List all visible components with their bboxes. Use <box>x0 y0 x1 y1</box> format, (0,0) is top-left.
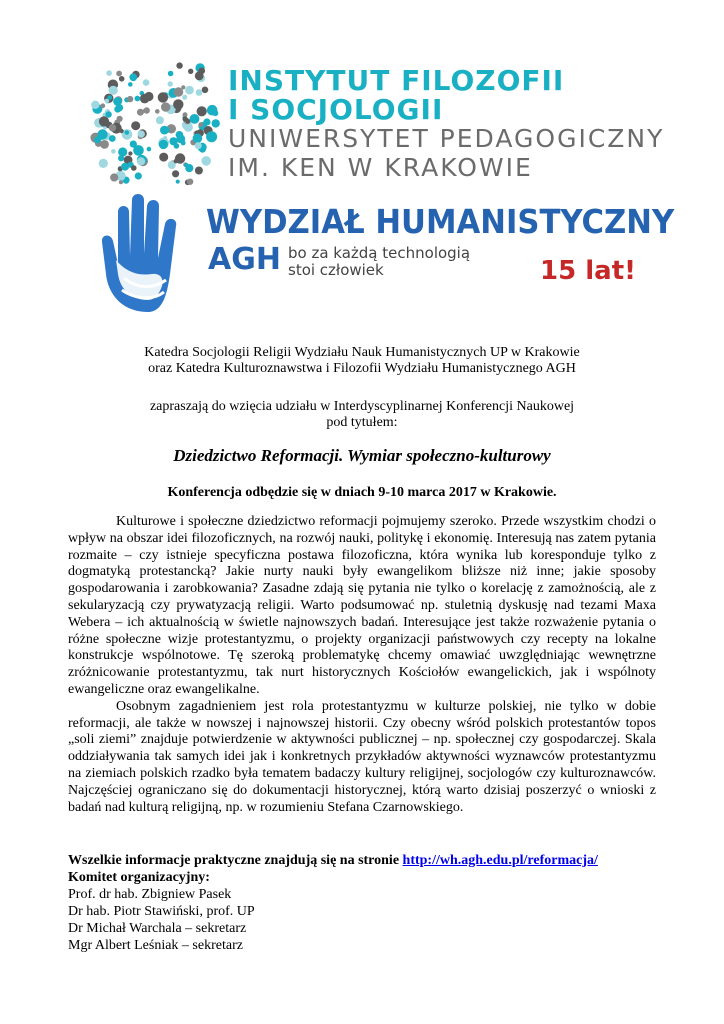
invitation <box>60 399 664 431</box>
committee-member: Prof. dr hab. Zbigniew Pasek <box>68 887 232 902</box>
brain-dot <box>184 163 188 167</box>
brain-dot <box>156 116 164 124</box>
anniversary-badge: 15 lat! <box>540 256 636 286</box>
intro-line2: oraz Katedra Kulturoznawstwa i Filozofii Wydziału Humanistycznego AGH <box>148 361 576 376</box>
brain-dot <box>201 156 211 166</box>
brain-dot <box>110 173 118 181</box>
brain-dot <box>137 157 145 165</box>
brain-dot <box>168 71 174 77</box>
agh-faculty-logo <box>96 190 675 320</box>
brain-dot <box>213 110 219 116</box>
up-logo-line3: UNIWERSYTET PEDAGOGICZNY <box>228 124 665 153</box>
brain-dot <box>135 96 141 102</box>
brain-dot <box>105 111 111 117</box>
brain-dot <box>118 155 124 161</box>
brain-dot <box>106 70 112 76</box>
brain-dot <box>111 149 116 154</box>
brain-dot <box>99 159 108 168</box>
paragraph-1: Kulturowe i społeczne dziedzictwo reformacji pojmujemy szeroko. Przede wszystkim chodzi o wpływ na obszar idei filozoficznych, na rozwój nauki, politykę i ekonomię. Interesują nas zatem pytania rozmaite – czy istnieje specyficzna postawa filozoficzna, która wynika lub koresponduje tylko z dogmatyką protestancką? Jakie nurty nauki były ewangelikom bliższe niż inne; jakie sposoby gospodarowania i zarobkowania? Zasadne zdają się pytania nie tylko o korelację z zamożnością, ale z sekularyzacją czy prywatyzacją religii. Warto podsumować np. stuletnią dyskusję nad tezami Maxa Webera – ich aktualnością w świetle najnowszych badań. Interesujące jest także rozważenie pytania o różne społeczne wizje protestantyzmu, o projekty organizacji państwowych czy recepty na lokalne konstrukcje wspólnotowe. Tę szeroką problematykę chcemy omawiać uwzględniając wewnętrzne zróżnicowanie protestantyzmu, tak nurt historycznych Kościołów ewangelickich, jak i wspólnoty ewangeliczne oraz ewangelikalne. <box>68 514 656 697</box>
brain-dot <box>163 136 167 140</box>
agh-faculty-name: WYDZIAŁ HUMANISTYCZNY <box>206 202 675 241</box>
up-logo-text <box>228 66 664 182</box>
brain-dot <box>131 165 137 171</box>
agh-tagline-line1: bo za każdą technologią <box>288 244 471 262</box>
brain-dot <box>135 172 142 179</box>
brain-dot <box>109 135 116 142</box>
conference-title: Dziedzictwo Reformacji. Wymiar społeczno-kulturowy <box>173 446 551 465</box>
brain-dot <box>174 159 179 164</box>
brain-dot <box>118 147 127 156</box>
brain-dot <box>160 126 169 135</box>
brain-dot <box>119 76 125 82</box>
brain-dot <box>125 130 130 135</box>
agh-tagline-line2: stoi człowiek <box>288 261 384 279</box>
brain-dot <box>185 86 194 95</box>
brain-dot <box>173 99 183 109</box>
brain-dot <box>107 95 112 100</box>
up-logo-line4: IM. KEN W KRAKOWIE <box>228 153 533 182</box>
brain-dot <box>187 179 193 185</box>
brain-dot <box>190 114 200 124</box>
committee-member: Dr Michał Warchala – sekretarz <box>68 921 247 936</box>
brain-dot <box>155 109 160 114</box>
brain-dot <box>129 73 137 81</box>
brain-dot <box>128 82 133 87</box>
committee-heading: Komitet organizacyjny: <box>68 870 210 885</box>
brain-dot <box>198 68 205 75</box>
brain-dot <box>196 89 203 96</box>
intro-line1: Katedra Socjologii Religii Wydziału Nauk Humanistycznych UP w Krakowie <box>144 345 580 360</box>
hand-icon <box>96 190 200 320</box>
invite-line2: pod tytułem: <box>326 415 398 430</box>
brain-dot <box>161 102 170 111</box>
info-line <box>68 852 668 869</box>
brain-dot <box>140 94 150 104</box>
brain-dot <box>144 107 150 113</box>
brain-dot <box>119 129 123 133</box>
brain-dot <box>116 71 122 77</box>
brain-dot <box>168 81 173 86</box>
brain-dot <box>147 147 152 152</box>
brain-dot <box>138 130 144 136</box>
brain-dot <box>176 62 182 68</box>
brain-dot <box>172 170 179 177</box>
brain-dot <box>131 121 140 130</box>
brain-dot <box>130 141 137 148</box>
brain-dot <box>174 87 184 97</box>
paragraph-2: Osobnym zagadnieniem jest rola protestantyzmu w kulturze polskiej, nie tylko w dobie reformacji, ale także w nowszej i najnowszej historii. Czy obecny wśród polskich protestantów topos „soli ziemi” znajduje potwierdzenie w aktywności publicznej – np. społecznej czy gospodarczej. Skala oddziaływania tak samych idei jak i konkretnych przykładów aktywności wyznawców protestantyzmu na ziemiach polskich rzadko była tematem badaczy kultury religijnej, socjologów czy kulturoznawców. Najczęściej ograniczano się do dokumentacji historycznej, którą warto dzisiaj poszerzyć o wnioski z badań nad kulturą religijną, np. w rozumieniu Stefana Czarnowskiego. <box>68 698 656 815</box>
brain-dot <box>195 167 203 175</box>
description-body <box>68 514 656 816</box>
brain-dot <box>183 116 188 121</box>
brain-dot <box>169 137 177 145</box>
committee-member: Dr hab. Piotr Stawiński, prof. UP <box>68 904 255 919</box>
brain-dot <box>113 97 122 106</box>
brain-dot <box>128 151 132 155</box>
invite-line1: zapraszają do wzięcia udziału w Interdyscyplinarnej Konferencji Naukowej <box>149 399 575 414</box>
brain-dot <box>206 131 217 142</box>
up-logo-line2: I SOCJOLOGII <box>228 93 444 126</box>
agh-tagline <box>288 245 470 279</box>
brain-dot <box>182 95 187 100</box>
brain-dot <box>202 87 209 94</box>
up-logo-line1: INSTYTUT FILOZOFII <box>228 64 565 97</box>
organizers-intro <box>60 345 664 377</box>
brain-dot <box>100 103 105 108</box>
brain-dot <box>176 180 180 184</box>
conference-dates: Konferencja odbędzie się w dniach 9-10 marca 2017 w Krakowie. <box>167 485 557 500</box>
brain-dot <box>94 136 101 143</box>
brain-dot <box>121 163 129 171</box>
brain-dot <box>158 92 168 102</box>
conference-website-link[interactable]: http://wh.agh.edu.pl/reformacja/ <box>402 853 598 868</box>
brain-dot <box>127 96 133 102</box>
brain-dot <box>159 153 168 162</box>
brain-dot <box>109 124 116 131</box>
brain-dot <box>188 69 193 74</box>
info-text: Wszelkie informacje praktyczne znajdują się na stronie <box>68 853 400 868</box>
up-institute-logo <box>90 52 665 192</box>
brain-dot <box>193 134 203 144</box>
brain-dot <box>114 106 121 113</box>
brain-dot <box>181 141 186 146</box>
brain-dot <box>137 109 144 116</box>
brain-dots-icon <box>90 52 220 192</box>
brain-dot <box>143 79 150 86</box>
brain-dot <box>109 86 118 95</box>
committee-member: Mgr Albert Leśniak – sekretarz <box>68 938 243 953</box>
info-section <box>68 852 668 954</box>
brain-dot <box>195 142 202 149</box>
brain-dot <box>198 122 203 127</box>
agh-abbreviation: AGH <box>208 242 281 277</box>
brain-dot <box>197 106 207 116</box>
brain-dot <box>119 180 123 184</box>
brain-dot <box>159 140 168 149</box>
brain-dot <box>212 119 220 127</box>
brain-dot <box>91 101 99 109</box>
